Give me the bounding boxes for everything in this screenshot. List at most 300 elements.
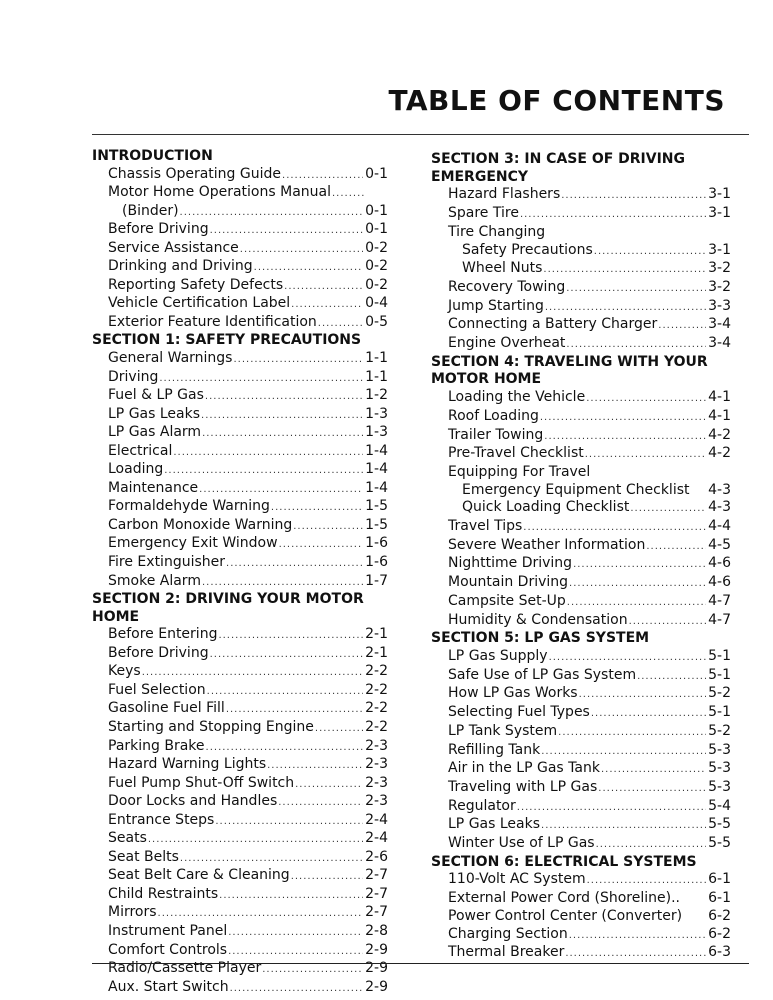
toc-page-number: 2-3 — [365, 774, 388, 791]
toc-page-number: 2-2 — [365, 718, 388, 735]
toc-page-number: 1-5 — [365, 498, 388, 515]
toc-dot-leader — [569, 575, 706, 593]
toc-dot-leader — [205, 388, 363, 406]
toc-entry[interactable] — [431, 685, 731, 704]
toc-dot-leader — [271, 499, 363, 517]
toc-dot-leader — [173, 444, 363, 462]
toc-entry-label: Charging Section — [448, 925, 568, 942]
toc-entry-label: Seat Belts — [108, 848, 179, 865]
toc-entry-label: Before Entering — [108, 626, 218, 643]
toc-entry-label: Before Driving — [108, 644, 209, 661]
toc-entry-label: Maintenance — [108, 479, 199, 496]
toc-entry[interactable] — [431, 279, 731, 298]
toc-entry-label: Loading — [108, 461, 164, 478]
toc-entry-label: General Warnings — [108, 350, 233, 367]
toc-dot-leader — [228, 943, 363, 961]
toc-dot-leader — [596, 836, 707, 854]
toc-dot-leader — [558, 724, 706, 742]
title-divider — [92, 134, 749, 135]
toc-dot-leader — [164, 462, 363, 480]
toc-page-number: 5-5 — [708, 816, 731, 833]
toc-entry[interactable] — [92, 663, 388, 682]
toc-entry-label: Power Control Center (Converter) — [448, 907, 683, 924]
toc-entry-label: Starting and Stopping Engine — [108, 718, 314, 735]
toc-dot-leader — [541, 743, 706, 761]
toc-dot-leader — [291, 296, 363, 314]
toc-section-heading: EMERGENCY — [431, 168, 529, 185]
toc-entry[interactable] — [431, 186, 731, 205]
toc-dot-leader — [218, 627, 363, 645]
toc-entry-label: LP Gas Leaks — [448, 816, 541, 833]
toc-page-number: 1-4 — [365, 442, 388, 459]
toc-entry-label: Tire Changing — [448, 223, 546, 240]
toc-page-number: 5-2 — [708, 685, 731, 702]
toc-entry[interactable] — [431, 944, 731, 963]
toc-entry[interactable] — [92, 184, 388, 203]
toc-entry-label: Comfort Controls — [108, 941, 228, 958]
toc-entry-label: Hazard Warning Lights — [108, 756, 267, 773]
toc-entry[interactable] — [92, 756, 388, 775]
toc-dot-leader — [199, 481, 363, 499]
toc-entry[interactable] — [92, 295, 388, 314]
toc-dot-leader — [573, 556, 706, 574]
toc-entry-label: (Binder) — [122, 202, 179, 219]
toc-page-number: 0-1 — [365, 202, 388, 219]
toc-page-number: 4-1 — [708, 389, 731, 406]
toc-entry[interactable] — [431, 482, 731, 500]
toc-page-number: 2-2 — [365, 663, 388, 680]
toc-entry[interactable] — [92, 554, 388, 573]
toc-page-number: 4-6 — [708, 574, 731, 591]
toc-page-number: 1-5 — [365, 516, 388, 533]
toc-entry[interactable] — [431, 537, 731, 556]
toc-entry-label: External Power Cord (Shoreline).. — [448, 890, 680, 907]
toc-page-number: 5-1 — [708, 647, 731, 664]
toc-entry[interactable] — [92, 369, 388, 388]
toc-page-number: 2-1 — [365, 644, 388, 661]
toc-dot-leader — [180, 204, 364, 222]
toc-page-number: 3-1 — [708, 241, 731, 258]
toc-entry-label: Regulator — [448, 797, 516, 814]
toc-page-number: 3-3 — [708, 297, 731, 314]
toc-dot-leader — [637, 668, 706, 686]
toc-entry[interactable] — [431, 871, 731, 890]
toc-entry-label: Safe Use of LP Gas System — [448, 666, 637, 683]
page-title: TABLE OF CONTENTS — [388, 84, 725, 117]
toc-entry[interactable] — [92, 573, 388, 592]
toc-dot-leader — [646, 538, 706, 556]
toc-right-column — [431, 151, 731, 963]
toc-entry-label: Mirrors — [108, 904, 157, 921]
toc-page-number: 2-4 — [365, 811, 388, 828]
toc-entry[interactable] — [92, 443, 388, 462]
toc-entry[interactable] — [431, 408, 731, 427]
toc-dot-leader — [202, 425, 363, 443]
toc-dot-leader — [565, 945, 706, 963]
toc-entry-label: LP Gas Supply — [448, 647, 548, 664]
toc-dot-leader — [291, 868, 363, 886]
toc-dot-leader — [540, 409, 706, 427]
toc-entry-label: Motor Home Operations Manual — [108, 184, 331, 201]
toc-entry-label: Chassis Operating Guide — [108, 165, 282, 182]
toc-dot-leader — [569, 927, 706, 945]
toc-dot-leader — [594, 243, 706, 261]
toc-page-number: 2-9 — [365, 978, 388, 995]
toc-page-number: 2-9 — [365, 960, 388, 977]
toc-dot-leader — [598, 780, 706, 798]
toc-entry[interactable] — [431, 335, 731, 354]
toc-entry-label: Exterior Feature Identification — [108, 313, 317, 330]
toc-entry[interactable] — [92, 387, 388, 406]
toc-page-number: 1-1 — [365, 368, 388, 385]
toc-page-number: 6-2 — [708, 907, 731, 924]
toc-dot-leader — [545, 299, 706, 317]
toc-page-number: 5-3 — [708, 741, 731, 758]
toc-section-heading: SECTION 3: IN CASE OF DRIVING — [431, 151, 686, 167]
toc-entry[interactable] — [92, 904, 388, 923]
toc-entry[interactable] — [431, 779, 731, 798]
toc-entry-label: Safety Precautions — [462, 241, 593, 258]
toc-entry-label: Gasoline Fuel Fill — [108, 700, 225, 717]
toc-entry[interactable] — [92, 812, 388, 831]
toc-entry[interactable] — [92, 793, 388, 812]
toc-entry-label: Emergency Exit Window — [108, 535, 278, 552]
toc-entry[interactable] — [92, 240, 388, 259]
toc-dot-leader — [201, 407, 363, 425]
toc-dot-leader — [158, 905, 364, 923]
toc-page-number: 0-5 — [365, 313, 388, 330]
toc-page-number: 2-7 — [365, 885, 388, 902]
toc-page-number: 1-1 — [365, 350, 388, 367]
toc-page-number: 2-3 — [365, 793, 388, 810]
toc-dot-leader — [586, 390, 706, 408]
toc-entry[interactable] — [92, 719, 388, 738]
toc-page-number: 0-2 — [365, 276, 388, 293]
toc-dot-leader — [332, 185, 364, 203]
toc-entry[interactable] — [431, 593, 731, 612]
toc-entry-label: Selecting Fuel Types — [448, 704, 590, 721]
toc-entry-label: Keys — [108, 663, 141, 680]
toc-page-number: 4-4 — [708, 518, 731, 535]
toc-page-number: 4-1 — [708, 407, 731, 424]
toc-entry-label: Campsite Set-Up — [448, 592, 566, 609]
toc-dot-leader — [240, 241, 363, 259]
toc-entry[interactable] — [431, 908, 731, 926]
toc-entry-label: LP Gas Leaks — [108, 405, 201, 422]
toc-page-number: 6-3 — [708, 944, 731, 961]
toc-entry-label: Loading the Vehicle — [448, 389, 586, 406]
toc-entry[interactable] — [431, 612, 731, 631]
toc-page-number: 2-3 — [365, 756, 388, 773]
toc-dot-leader — [630, 500, 706, 518]
toc-dot-leader — [226, 555, 363, 573]
toc-dot-leader — [230, 980, 364, 998]
toc-entry[interactable] — [92, 700, 388, 719]
toc-entry-label: How LP Gas Works — [448, 685, 578, 702]
toc-page-number: 0-2 — [365, 258, 388, 275]
toc-entry-label: Parking Brake — [108, 737, 205, 754]
toc-entry-label: Fuel & LP Gas — [108, 387, 204, 404]
toc-page-number: 5-1 — [708, 704, 731, 721]
toc-entry[interactable] — [92, 886, 388, 905]
toc-entry-label: Fuel Selection — [108, 681, 206, 698]
toc-entry[interactable] — [92, 867, 388, 886]
toc-entry[interactable] — [431, 260, 731, 279]
toc-page-number: 4-7 — [708, 611, 731, 628]
toc-entry[interactable] — [92, 626, 388, 645]
toc-entry[interactable] — [92, 517, 388, 536]
toc-dot-leader — [210, 646, 364, 664]
toc-dot-leader — [202, 574, 363, 592]
toc-dot-leader — [561, 187, 706, 205]
toc-entry[interactable] — [92, 166, 388, 185]
toc-page-number: 4-5 — [708, 536, 731, 553]
toc-page-number: 0-2 — [365, 239, 388, 256]
toc-dot-leader — [226, 701, 363, 719]
toc-page-number: 5-2 — [708, 722, 731, 739]
toc-entry-label: Door Locks and Handles — [108, 793, 278, 810]
toc-page-number: 5-3 — [708, 778, 731, 795]
toc-entry-label: Refilling Tank — [448, 741, 541, 758]
toc-entry-label: Service Assistance — [108, 239, 239, 256]
toc-dot-leader — [567, 594, 706, 612]
toc-dot-leader — [279, 536, 364, 554]
toc-page-number: 2-1 — [365, 626, 388, 643]
toc-page-number: 2-6 — [365, 848, 388, 865]
toc-entry-label: Equipping For Travel — [448, 463, 591, 480]
toc-entry[interactable] — [92, 979, 388, 998]
toc-dot-leader — [541, 817, 706, 835]
toc-entry-label: Seats — [108, 830, 147, 847]
toc-entry[interactable] — [431, 445, 731, 464]
toc-entry[interactable] — [431, 648, 731, 667]
toc-section-heading: SECTION 4: TRAVELING WITH YOUR — [431, 353, 708, 370]
toc-page-number: 1-2 — [365, 387, 388, 404]
toc-entry[interactable] — [431, 816, 731, 835]
toc-page-number: 0-1 — [365, 221, 388, 238]
toc-entry[interactable] — [431, 499, 731, 518]
toc-dot-leader — [549, 649, 707, 667]
toc-section-heading: SECTION 5: LP GAS SYSTEM — [431, 630, 650, 647]
toc-entry[interactable] — [431, 760, 731, 779]
toc-entry-label: Instrument Panel — [108, 922, 228, 939]
toc-dot-leader — [267, 757, 363, 775]
toc-page-number: 2-7 — [365, 904, 388, 921]
toc-dot-leader — [210, 222, 364, 240]
toc-entry[interactable] — [431, 798, 731, 817]
toc-section-heading: SECTION 6: ELECTRICAL SYSTEMS — [431, 853, 697, 870]
toc-entry[interactable] — [92, 645, 388, 664]
toc-entry-label: Engine Overheat — [448, 335, 566, 352]
toc-entry-label: Recovery Towing — [448, 278, 566, 295]
toc-page-number: 6-1 — [708, 871, 731, 888]
toc-entry-label: Humidity & Condensation — [448, 611, 628, 628]
toc-entry[interactable] — [92, 277, 388, 296]
toc-entry-label: Carbon Monoxide Warning — [108, 516, 293, 533]
toc-dot-leader — [544, 428, 706, 446]
toc-entry-label: Entrance Steps — [108, 811, 215, 828]
toc-dot-leader — [278, 794, 363, 812]
toc-entry[interactable] — [431, 742, 731, 761]
toc-entry-label: Before Driving — [108, 221, 209, 238]
toc-section-heading: HOME — [92, 608, 140, 625]
toc-page-number: 6-2 — [708, 925, 731, 942]
toc-dot-leader — [148, 831, 363, 849]
toc-entry[interactable] — [431, 835, 731, 854]
toc-entry-label: Child Restraints — [108, 885, 219, 902]
toc-entry-label: Quick Loading Checklist — [462, 499, 630, 516]
toc-page-number: 2-9 — [365, 941, 388, 958]
toc-entry-label: Winter Use of LP Gas — [448, 835, 595, 852]
toc-dot-leader — [254, 259, 363, 277]
toc-dot-leader — [295, 776, 363, 794]
toc-entry[interactable] — [431, 704, 731, 723]
toc-page-number: 3-2 — [708, 278, 731, 295]
toc-entry[interactable] — [92, 480, 388, 499]
toc-entry[interactable] — [431, 574, 731, 593]
toc-entry[interactable] — [92, 535, 388, 554]
toc-dot-leader — [601, 761, 706, 779]
toc-page-number: 5-3 — [708, 760, 731, 777]
toc-page-number: 2-7 — [365, 867, 388, 884]
toc-dot-leader — [566, 336, 706, 354]
toc-entry[interactable] — [92, 406, 388, 425]
toc-entry-label: Emergency Equipment Checklist — [462, 481, 690, 498]
toc-page-number: 4-2 — [708, 445, 731, 462]
toc-dot-leader — [284, 278, 363, 296]
toc-dot-leader — [206, 739, 364, 757]
toc-dot-leader — [233, 351, 363, 369]
toc-entry-label: Roof Loading — [448, 407, 539, 424]
toc-page-number: 5-1 — [708, 666, 731, 683]
toc-dot-leader — [520, 206, 706, 224]
toc-section-heading: MOTOR HOME — [431, 371, 542, 388]
toc-entry-label: Severe Weather Information — [448, 536, 646, 553]
toc-entry-label: Hazard Flashers — [448, 186, 561, 203]
toc-entry-label: Fire Extinguisher — [108, 554, 226, 571]
toc-page-number: 2-3 — [365, 737, 388, 754]
toc-entry-label: Aux. Start Switch — [108, 978, 229, 995]
toc-entry[interactable] — [92, 314, 388, 333]
toc-page-number: 5-5 — [708, 835, 731, 852]
toc-dot-leader — [282, 167, 363, 185]
toc-entry-label: Trailer Towing — [448, 426, 544, 443]
footer-divider — [92, 963, 749, 964]
toc-dot-leader — [587, 872, 707, 890]
toc-page-number: 5-4 — [708, 797, 731, 814]
toc-entry[interactable] — [92, 942, 388, 961]
toc-entry-label: Air in the LP Gas Tank — [448, 760, 600, 777]
toc-dot-leader — [318, 315, 363, 333]
toc-entry[interactable] — [431, 723, 731, 742]
toc-entry-label: Traveling with LP Gas — [448, 778, 598, 795]
toc-section-heading: SECTION 1: SAFETY PRECAUTIONS — [92, 332, 362, 349]
toc-entry[interactable] — [92, 258, 388, 277]
toc-dot-leader — [159, 370, 363, 388]
toc-page-number: 3-2 — [708, 260, 731, 277]
toc-entry-label: Vehicle Certification Label — [108, 295, 291, 312]
toc-page-number: 0-4 — [365, 295, 388, 312]
toc-entry-label: Pre-Travel Checklist — [448, 445, 584, 462]
toc-dot-leader — [591, 705, 706, 723]
toc-entry[interactable] — [92, 775, 388, 794]
toc-dot-leader — [658, 317, 706, 335]
toc-entry[interactable] — [92, 923, 388, 942]
toc-dot-leader — [207, 683, 363, 701]
toc-page-number: 4-3 — [708, 499, 731, 516]
toc-entry[interactable] — [431, 890, 731, 908]
toc-entry-label: Nighttime Driving — [448, 555, 573, 572]
toc-entry[interactable] — [92, 424, 388, 443]
toc-entry-label: Smoke Alarm — [108, 572, 201, 589]
toc-entry[interactable] — [92, 203, 388, 222]
toc-page-number: 4-7 — [708, 592, 731, 609]
toc-entry-label: Spare Tire — [448, 205, 519, 222]
toc-page-number: 2-4 — [365, 830, 388, 847]
toc-page-number: 4-2 — [708, 426, 731, 443]
toc-entry-label: Fuel Pump Shut-Off Switch — [108, 774, 295, 791]
toc-entry[interactable] — [431, 298, 731, 317]
toc-entry[interactable] — [431, 427, 731, 446]
toc-dot-leader — [142, 664, 363, 682]
toc-page-number: 2-8 — [365, 922, 388, 939]
toc-entry-label: Thermal Breaker — [448, 944, 565, 961]
toc-page-number: 3-1 — [708, 186, 731, 203]
toc-entry[interactable] — [431, 926, 731, 945]
toc-dot-leader — [228, 924, 363, 942]
toc-entry-label: Reporting Safety Defects — [108, 276, 284, 293]
toc-entry-label: Jump Starting — [448, 297, 544, 314]
toc-entry[interactable] — [92, 350, 388, 369]
toc-dot-leader — [517, 799, 706, 817]
toc-page-number: 2-2 — [365, 681, 388, 698]
toc-entry[interactable] — [431, 242, 731, 261]
toc-entry-label: Radio/Cassette Player — [108, 960, 262, 977]
toc-entry-label: Driving — [108, 368, 159, 385]
toc-entry-label: LP Tank System — [448, 722, 558, 739]
toc-entry[interactable] — [92, 682, 388, 701]
toc-entry-label: LP Gas Alarm — [108, 424, 202, 441]
toc-entry[interactable] — [431, 205, 731, 224]
toc-dot-leader — [629, 613, 707, 631]
toc-entry[interactable] — [431, 555, 731, 574]
toc-page-number: 4-6 — [708, 555, 731, 572]
toc-entry[interactable] — [92, 849, 388, 868]
toc-entry[interactable] — [92, 738, 388, 757]
toc-entry-label: Electrical — [108, 442, 173, 459]
toc-entry[interactable] — [92, 498, 388, 517]
toc-entry[interactable] — [431, 518, 731, 537]
toc-page-number: 3-1 — [708, 205, 731, 222]
toc-entry[interactable] — [431, 316, 731, 335]
toc-entry[interactable] — [92, 221, 388, 240]
toc-entry[interactable] — [431, 464, 731, 482]
toc-entry-label: Formaldehyde Warning — [108, 498, 270, 515]
toc-page-number: 1-4 — [365, 479, 388, 496]
toc-dot-leader — [566, 280, 706, 298]
toc-entry[interactable] — [92, 830, 388, 849]
toc-entry[interactable] — [431, 224, 731, 242]
toc-entry-label: Connecting a Battery Charger — [448, 316, 658, 333]
toc-page-number: 0-1 — [365, 165, 388, 182]
toc-entry[interactable] — [92, 461, 388, 480]
toc-entry-label: Mountain Driving — [448, 574, 569, 591]
toc-page-number: 1-6 — [365, 535, 388, 552]
toc-section-heading: SECTION 2: DRIVING YOUR MOTOR — [92, 591, 364, 608]
toc-dot-leader — [215, 813, 363, 831]
toc-entry[interactable] — [431, 389, 731, 408]
toc-entry[interactable] — [431, 667, 731, 686]
